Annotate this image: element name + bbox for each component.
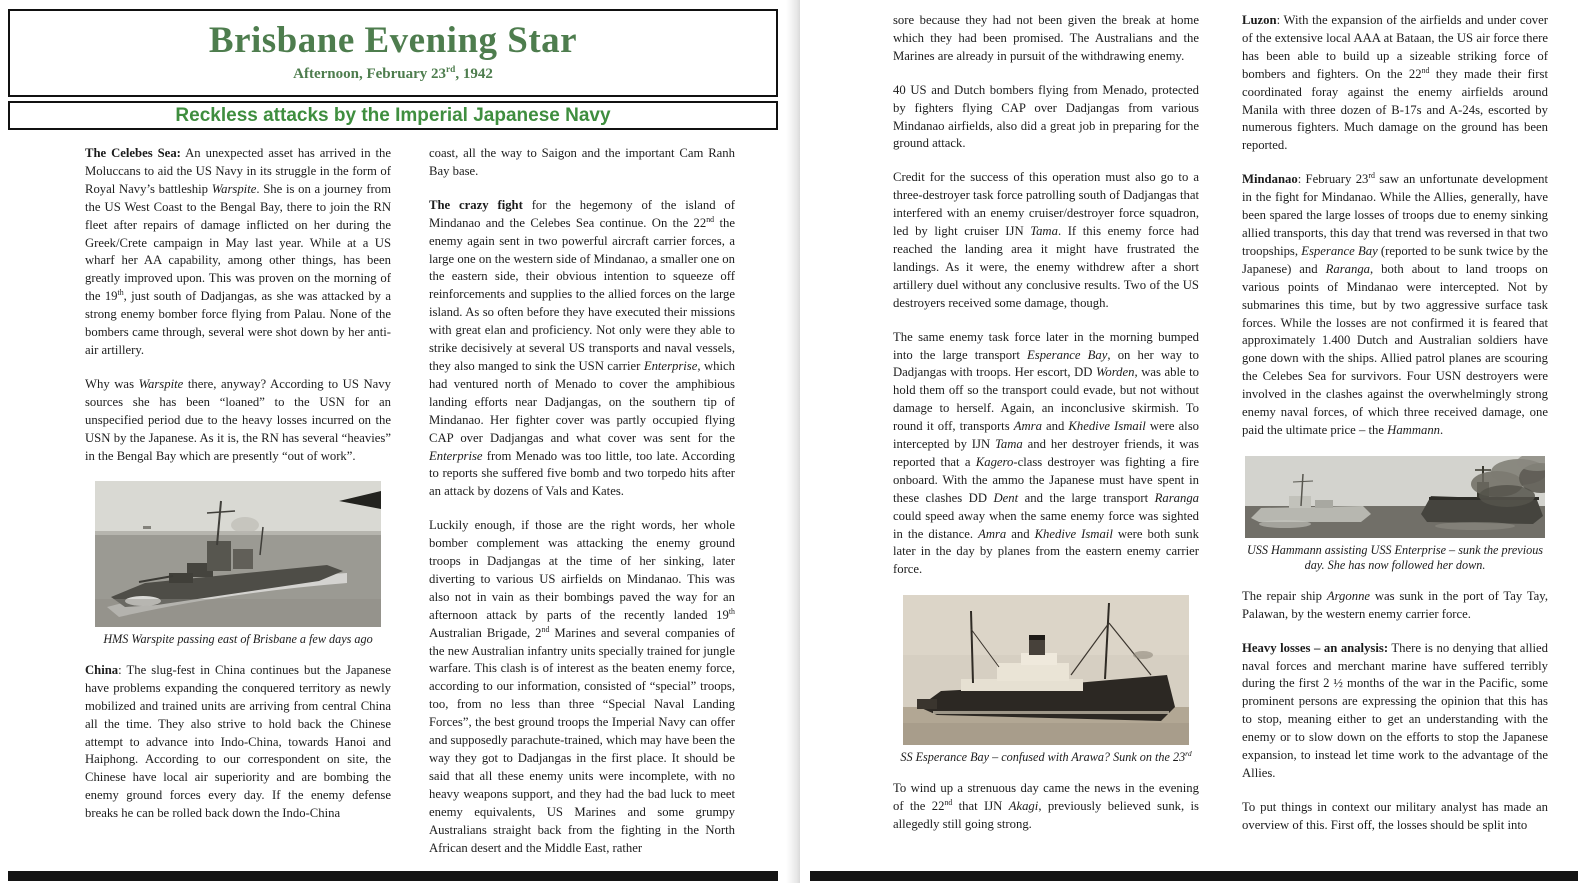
hammann-enterprise-photo [1245,456,1545,538]
paragraph-crazy-fight: The crazy fight for the hegemony of the island of Mindanao and the Celebes Sea continue. On the 22nd the enemy again sent in two powerful aircraft carrier forces, a large one on the western side of Mindanao, a smaller one on the eastern side, their obvious intention to squeeze off reinforcements and supplies to the allied forces on the large island. As so often before they have executed their missions with great elan and proficiency. Not only were they able to strike decisively at several US transports and naval vessels, they also manged to sink the USN carrier Enterprise, which had ventured north of Menado to cover the amphibious landing efforts near Dadjangas, on the southern tip of Mindanao. Her fighter cover was partly occupied flying CAP over Dadjangas and what cover was sent for the Enterprise from Menado was too little, too late. According to reports she suffered five bomb and two torpedo hits after an attack by dozens of Vals and Kates. [429,197,735,499]
esperance-bay-photo [903,595,1189,745]
paragraph-mindanao: Mindanao: February 23rd saw an unfortunate development in the fight for Mindanao. While the Allies, generally, have been spared the large losses of troops due to enemy sinking allied transports, this day that trend was reversed in that two troopships, Esperance Bay (reported to be sunk twice by the Japanese) and Raranga, both about to land troops on various points of Mindanao were intercepted. Not by submarines this time, but by two aggressive surface task forces. While the losses are not confirmed it is feared that approximately 1.400 Dutch and Australian soldiers have gone down with the ships. Allied patrol planes are scouring the Celebes Sea for survivors. Four USN destroyers were involved in the clashes against the overwhelmingly strong enemy naval forces, of which three received damage, one paid the ultimate price – the Hammann. [1242,171,1548,437]
paragraph-wind-up: To wind up a strenuous day came the news in the evening of the 22nd that IJN Akagi, previously believed sunk, is allegedly still going strong. [893,780,1199,831]
paragraph-heavy-losses: Heavy losses – an analysis: There is no denying that allied naval forces and merchant marine have suffered terribly during the first 2 ½ months of the war in the Pacific, some prominent persons are expressing the opinion that this has to stop, meaning either to get an understanding with the enemy or to slow down on the efforts to stop the Japanese expansion, to instead let time work to the advantage of the Allies. [1242,640,1548,780]
bottom-rule-right [810,871,1578,881]
paragraph-context: To put things in context our military analyst has made an overview of this. First off, the losses should be split into [1242,799,1548,832]
newspaper-page-right [800,0,1585,883]
column-1 [85,145,391,869]
newspaper-title: Brisbane Evening Star [208,20,578,61]
column-3 [893,12,1199,869]
paragraph-coast: coast, all the way to Saigon and the important Cam Ranh Bay base. [429,146,735,178]
warspite-photo-caption: HMS Warspite passing east of Brisbane a few days ago [103,632,373,647]
paragraph-warspite-loan: Why was Warspite there, anyway? According to US Navy sources she has been “loaned” to the USN for an unspecified period due to the heavy losses incurred on the USN by the Japanese. As it is, the RN has several “heavies” in the Bengal Bay which are presently “out of work”. [85,376,391,463]
paragraph-celebes-sea: The Celebes Sea: An unexpected asset has arrived in the Moluccans to aid the US Navy in its struggle in the form of Royal Navy’s battleship Warspite. She is on a journey from the US West Coast to the Bengal Bay, there to join the RN fleet after repairs of damage inflicted on her during the Greek/Crete campaign in May last year. While at a US wharf her AA capability, among other things, has been greatly improved upon. This was proven on the morning of the 19th, just south of Dadjangas, as she was attacked by a strong enemy bomber force flying from Palau. None of the bombers came through, several were shot down by her anti-air artillery. [85,146,391,357]
masthead-box [8,9,778,97]
paragraph-china: China: The slug-fest in China continues but the Japanese have problems expanding the conquered territory as newly mobilized and trained units are arriving from central China all the time. They also strive to hold back the Chinese attempt to advance into Indo-China, towards Hanoi and Haiphong. According to our correspondent on site, the Chinese have local air superiority and are bombing the enemy ground forces every day. If the enemy defense breaks he can be rolled back down the Indo-China [85,662,391,821]
hammann-photo-caption: USS Hammann assisting USS Enterprise – sunk the previous day. She has now followed her down. [1246,542,1544,573]
warspite-photo [95,481,381,627]
paragraph-task-force: The same enemy task force later in the morning bumped into the large transport Esperance Bay, on her way to Dadjangas with troops. Her escort, DD Worden, was able to hold them off so the transport could evade, but not without damage to herself. Again, an inconclusive skirmish. To round it off, transports Amra and Khedive Ismail were also intercepted by IJN Tama and her destroyer friends, it was reported that a Kagero-class destroyer was fighting a fire onboard. With the ammo the Japanese must have spent in these clashes DD Dent and the large transport Raranga could speed away when the same enemy force was sighted in the distance. Amra and Khedive Ismail were both sunk later in the day by planes from the eastern enemy carrier force. [893,329,1199,577]
esperance-photo-figure [893,595,1199,766]
headline-banner [8,101,778,130]
column-2 [429,145,735,869]
column-4 [1242,12,1548,869]
esperance-photo-caption: SS Esperance Bay – confused with Arawa? Sunk on the 23rd [900,749,1192,765]
hammann-photo-figure [1242,456,1548,574]
warspite-photo-figure [85,481,391,648]
paragraph-luckily: Luckily enough, if those are the right words, her whole bomber complement was attacking the enemy ground troops in Dadjangas at the time of her sinking, later diverting to various US airfields on Mindanao. This was also not in vain as their bombings paved the way for an afternoon attack by parts of the recently landed 19th Australian Brigade, 2nd Marines and several companies of the new Australian infantry units specially trained for jungle warfare. This clash is of interest as the beaten enemy force, according to our information, consisted of “special” troops, too, from no less than three “Special Naval Landing Forces”, the best ground troops the Imperial Navy can offer and supposedly parachute-trained, which may have been the way they got to Dadjangas in the first place. It should be said that all these enemy units were incomplete, with no heavy weapons support, and they had the bad luck to meet enemy equivalents, US Marines and some grumpy Australians straight back from the fighting in the North African desert and the Middle East, rather [429,518,735,855]
paragraph-argonne: The repair ship Argonne was sunk in the port of Tay Tay, Palawan, by the western enemy carrier force. [1242,588,1548,621]
paragraph-luzon: Luzon: With the expansion of the airfields and under cover of the extensive local AAA at Bataan, the US air force there has been able to build up a sizeable striking force of bombers and fighters. On the 22nd they made their first coordinated foray against the enemy airfields around Manila with three dozen of B-17s and A-24s, escorted by numerous fighters. Much damage on the ground has been reported. [1242,13,1548,153]
paragraph-bombers: 40 US and Dutch bombers flying from Menado, protected by fighters flying CAP over Dadjangas from various Mindanao airfields, also did a great job in preparing for the ground attack. [893,82,1199,151]
paragraph-credit: Credit for the success of this operation must also go to a three-destroyer task force patrolling south of Dadjangas that interfered with an enemy cruiser/destroyer force squadron, led by light cruiser IJN Tama. If this enemy force had reached the landing area it might have frustrated the landings. As it were, the enemy withdrew after a short artillery duel without any conclusive results. Two of the US destroyers received some damage, though. [893,170,1199,310]
paragraph-sore: sore because they had not been given the break at home which they had been promised. The Australians and the Marines are already in pursuit of the withdrawing enemy. [893,13,1199,63]
bottom-rule-left [8,871,778,881]
headline-text: Reckless attacks by the Imperial Japanese Navy [175,104,611,126]
issue-date: Afternoon, February 23rd, 1942 [293,65,493,82]
